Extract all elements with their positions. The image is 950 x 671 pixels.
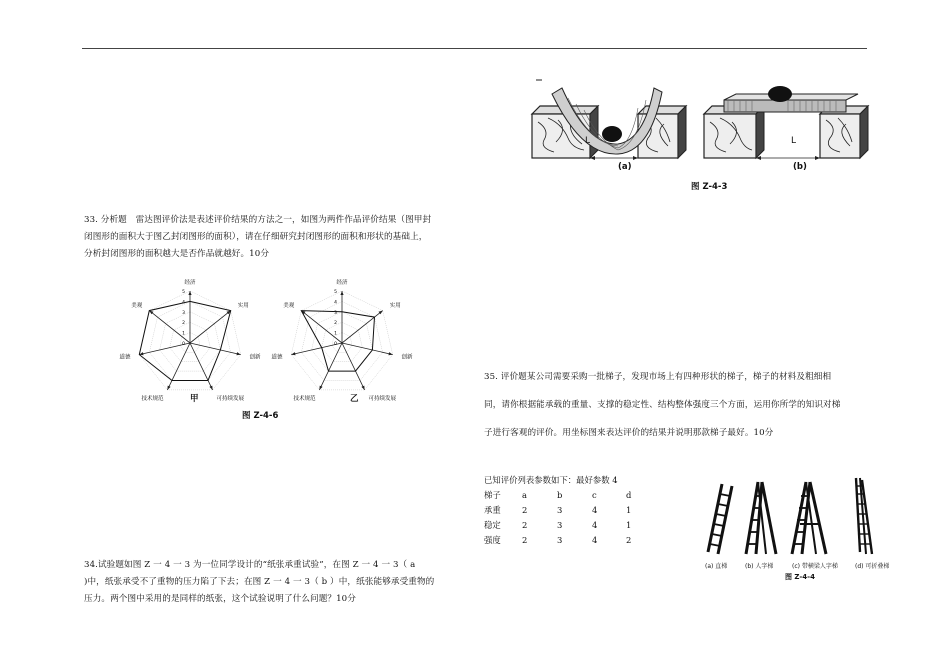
radar-yi-axis — [342, 343, 365, 390]
radar-jia-tick-label: 0 — [182, 342, 185, 347]
radar-chart-yi — [271, 278, 413, 402]
question-35 — [484, 363, 884, 447]
radar-yi-axis-label: 技术规范 — [293, 396, 316, 402]
radar-yi-tick-label: 5 — [334, 290, 337, 295]
radar-jia-tick-label: 5 — [182, 290, 185, 295]
radar-jia-tick-label: 3 — [182, 310, 185, 316]
q33-line: 33. 分析题 雷达图评价法是表述评价结果的方法之一，如图为两件作品评价结果（图甲封 — [84, 215, 432, 225]
params-header-cell: c — [592, 489, 597, 500]
radar-jia-axis — [167, 343, 190, 390]
radar-yi-tick-label: 1 — [334, 331, 337, 337]
header-rule — [82, 48, 867, 49]
params-cell: 2 — [522, 534, 528, 545]
params-cell: 4 — [592, 534, 598, 545]
paper-test-label-b: (b) — [793, 162, 807, 172]
radar-jia-axis — [190, 343, 241, 355]
radar-jia-axis-arrow — [209, 386, 212, 390]
params-header-cell: 梯子 — [484, 489, 501, 500]
radar-jia-axis-arrow — [167, 386, 170, 390]
radar-jia-axis-label: 道德 — [119, 354, 131, 361]
params-header-cell: a — [522, 489, 527, 500]
radar-jia-axis-label: 可持续发展 — [216, 396, 245, 402]
radar-yi-axis — [342, 343, 393, 355]
radar-yi-tick-label: 3 — [334, 310, 337, 316]
radar-label-jia: 甲 — [190, 394, 199, 404]
radar-jia-tick-label: 4 — [182, 300, 185, 306]
q34-line: 34.试验题如图 Z 一 4 一 3 为一位同学设计的“纸张承重试验”，在图 Z 一 4 一 3（ a — [84, 560, 416, 570]
ladder-c — [792, 482, 826, 554]
q34-line: 压力。两个图中采用的是同样的纸张，这个试验说明了什么问题？10分 — [84, 594, 356, 604]
radar-yi-axis-arrow — [361, 386, 364, 390]
paper-test-L-b: L — [791, 136, 797, 146]
radar-jia-axis — [190, 343, 213, 390]
params-cell: 1 — [626, 504, 632, 515]
params-header-cell: b — [557, 489, 563, 500]
question-33 — [84, 212, 484, 263]
ladder-a — [708, 484, 732, 554]
radar-jia-axis-label: 经济 — [184, 280, 196, 286]
radar-yi-tick-label: 0 — [334, 342, 337, 347]
radar-yi-axis-label: 创新 — [401, 354, 413, 361]
question-34 — [84, 557, 484, 608]
params-cell: 3 — [557, 519, 563, 530]
radar-caption: 图 Z-4-6 — [242, 411, 279, 421]
radar-yi-tick-label: 2 — [334, 321, 337, 327]
q35-line: 子进行客观的评价。用坐标图来表达评价的结果并说明那款梯子最好。10分 — [484, 428, 774, 438]
radar-figure — [119, 278, 420, 423]
params-cell: 稳定 — [484, 519, 501, 530]
params-cell: 4 — [592, 504, 598, 515]
ladder-label-c: (c) 带横梁人字梯 — [792, 563, 838, 570]
radar-yi-axis-label: 美观 — [283, 303, 295, 309]
params-cell: 3 — [557, 504, 563, 515]
params-cell: 3 — [557, 534, 563, 545]
q35-line: 同，请你根据能承载的重量、支撑的稳定性、结构整体强度三个方面，运用你所学的知识对梯 — [484, 400, 841, 410]
paper-test-L-a: L — [585, 136, 591, 146]
q33-line: 分析封闭图形的面积越大是否作品就越好。10分 — [84, 249, 270, 259]
paper-test-figure — [528, 78, 878, 178]
radar-chart-jia — [119, 278, 261, 402]
radar-yi-tick-label: 4 — [334, 300, 337, 306]
radar-yi-axis-label: 可持续发展 — [368, 396, 397, 402]
paper-test-label-a: (a) — [618, 162, 632, 172]
q34-line: )中，纸张承受不了重物的压力陷了下去；在图 Z 一 4 一 3（ b ）中，纸张能够承受重物的 — [84, 577, 435, 587]
radar-yi-axis-label: 道德 — [271, 354, 283, 361]
radar-yi-axis-label: 经济 — [336, 280, 348, 286]
radar-yi-axis-label: 实用 — [389, 303, 401, 309]
params-header-row — [484, 487, 646, 502]
table-row — [484, 517, 646, 532]
ladder-d — [856, 478, 872, 554]
radar-label-yi: 乙 — [350, 394, 359, 404]
params-title: 已知评价列表参数如下：最好参数 4 — [484, 475, 618, 485]
radar-jia-axis-label: 技术规范 — [141, 396, 164, 402]
radar-yi-axis-arrow — [319, 386, 322, 390]
paper-test-caption: 图 Z-4-3 — [691, 182, 728, 192]
radar-jia-axis-label: 实用 — [237, 303, 249, 309]
q33-line: 闭图形的面积大于图乙封闭图形的面积），请在仔细研究封闭图形的面积和形状的基础上， — [84, 232, 428, 242]
params-cell: 2 — [626, 534, 632, 545]
ladder-label-a: (a) 直梯 — [705, 563, 728, 570]
params-cell: 2 — [522, 504, 528, 515]
ladder-label-d: (d) 可折叠梯 — [855, 563, 890, 570]
radar-jia-tick-label: 2 — [182, 321, 185, 327]
ladder-caption: 图 Z-4-4 — [785, 573, 815, 581]
paper-test-a — [532, 80, 686, 160]
params-table — [484, 487, 646, 547]
params-cell: 2 — [522, 519, 528, 530]
params-cell: 4 — [592, 519, 598, 530]
table-row — [484, 502, 646, 517]
radar-jia-axis-label: 创新 — [249, 354, 261, 361]
table-row — [484, 532, 646, 547]
ladder-b — [746, 482, 776, 554]
ladder-figure — [700, 474, 910, 564]
radar-jia-axis-label: 美观 — [131, 303, 143, 309]
params-cell: 1 — [626, 519, 632, 530]
ladder-label-b: (b) 人字梯 — [745, 563, 774, 570]
params-cell: 承重 — [484, 504, 501, 515]
params-header-cell: d — [626, 489, 632, 500]
params-cell: 强度 — [484, 534, 501, 545]
q35-line: 35. 评价题某公司需要采购一批梯子，发现市场上有四种形状的梯子，梯子的材料及粗细相 — [484, 372, 832, 382]
radar-jia-tick-label: 1 — [182, 331, 185, 337]
paper-test-b — [704, 86, 868, 160]
